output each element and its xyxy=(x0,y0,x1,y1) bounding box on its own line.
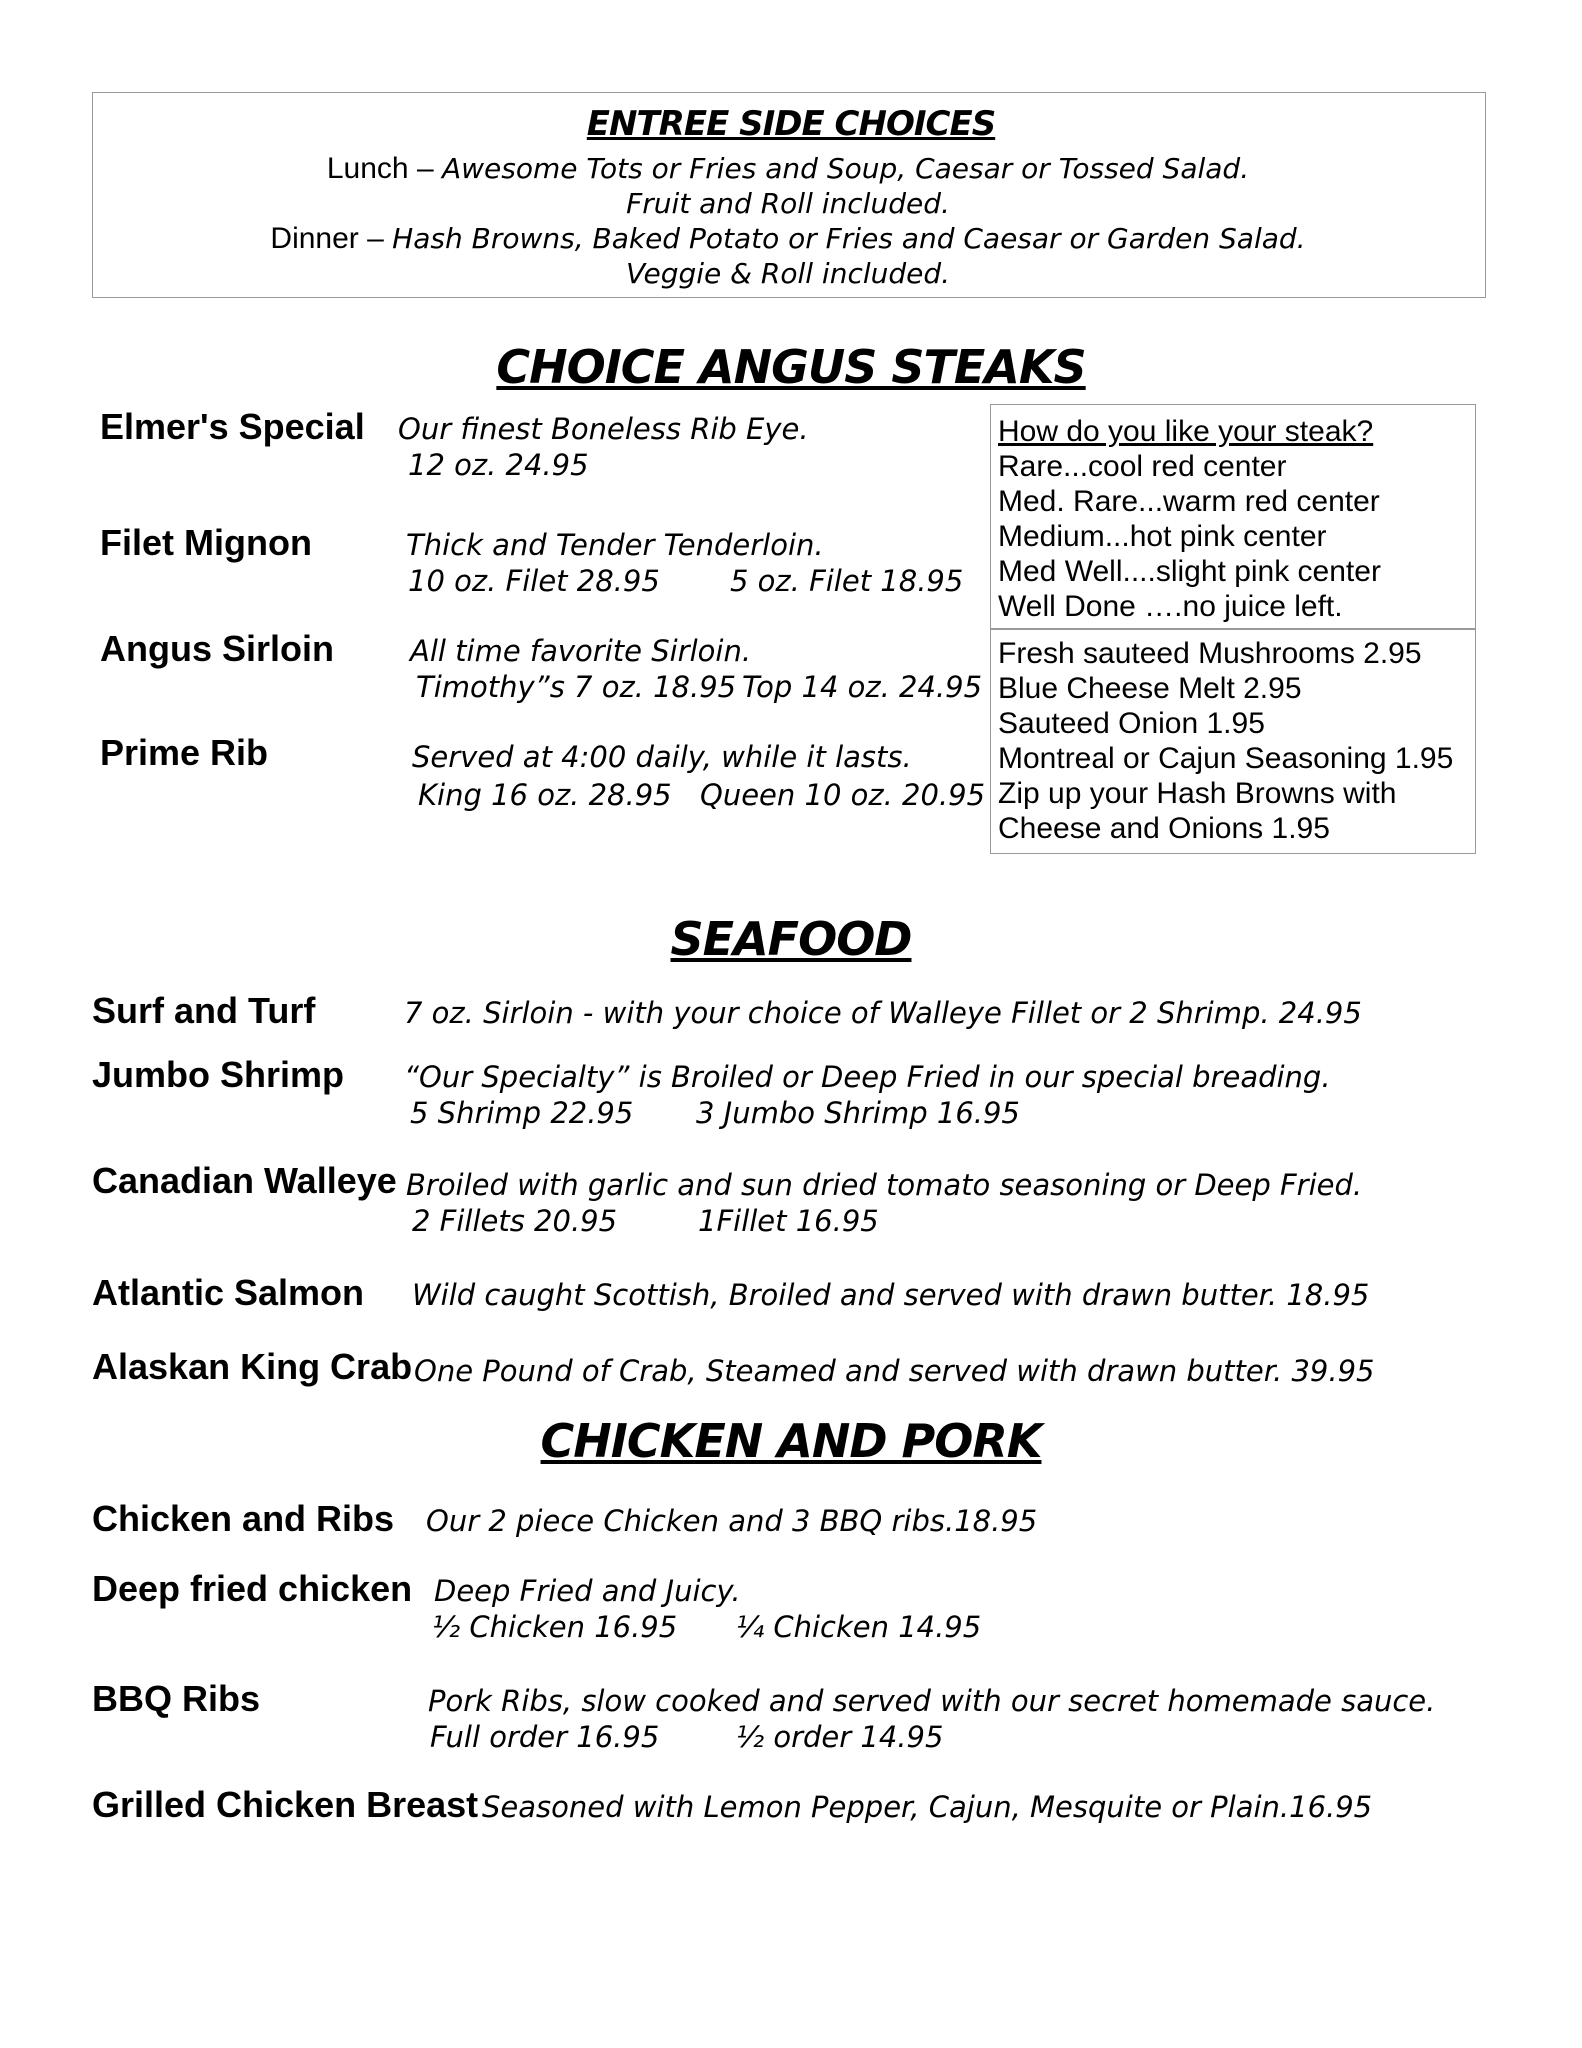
steak-desc: Our finest Boneless Rib Eye. xyxy=(398,412,809,446)
seafood-name: Alaskan King Crab xyxy=(92,1346,413,1387)
steak-name: Angus Sirloin xyxy=(100,628,334,669)
chicken-name: BBQ Ribs xyxy=(92,1678,261,1719)
chicken-desc: Pork Ribs, slow cooked and served with our secret homemade sauce. xyxy=(428,1684,1436,1718)
steak-desc: Thick and Tender Tenderloin. xyxy=(406,528,824,562)
seafood-desc: Broiled with garlic and sun dried tomato seasoning or Deep Fried. xyxy=(406,1168,1363,1202)
steak-name: Prime Rib xyxy=(100,732,269,773)
steak-desc: All time favorite Sirloin. xyxy=(410,634,752,668)
steak-price: King 16 oz. 28.95 xyxy=(418,778,672,812)
doneness-line: Well Done ….no juice left. xyxy=(998,590,1343,623)
seafood-heading: SEAFOOD xyxy=(670,912,912,966)
addon-line: Cheese and Onions 1.95 xyxy=(998,812,1330,845)
lunch-text: Awesome Tots or Fries and Soup, Caesar or Tossed Salad. xyxy=(441,152,1250,185)
seafood-desc: 7 oz. Sirloin - with your choice of Walleye Fillet or 2 Shrimp. 24.95 xyxy=(404,996,1362,1030)
seafood-price: 2 Fillets 20.95 xyxy=(412,1204,618,1238)
chicken-name: Deep fried chicken xyxy=(92,1568,413,1609)
lunch-included: Fruit and Roll included. xyxy=(626,187,950,220)
dinner-text: Hash Browns, Baked Potato or Fries and Caesar or Garden Salad. xyxy=(392,222,1306,255)
chicken-desc: Seasoned with Lemon Pepper, Cajun, Mesquite or Plain.16.95 xyxy=(482,1790,1373,1824)
steak-price: 12 oz. 24.95 xyxy=(408,448,589,482)
seafood-desc: Wild caught Scottish, Broiled and served with drawn butter. 18.95 xyxy=(412,1278,1370,1312)
chicken-price: ¼ Chicken 14.95 xyxy=(736,1610,982,1644)
seafood-desc: “Our Specialty” is Broiled or Deep Fried in our special breading. xyxy=(404,1060,1331,1094)
doneness-line: Med Well....slight pink center xyxy=(998,555,1381,588)
chicken-price: ½ Chicken 16.95 xyxy=(432,1610,678,1644)
addon-line: Zip up your Hash Browns with xyxy=(998,777,1397,810)
dinner-line xyxy=(92,221,1484,256)
chicken-price: ½ order 14.95 xyxy=(736,1720,944,1754)
seafood-desc: One Pound of Crab, Steamed and served with drawn butter. 39.95 xyxy=(414,1354,1375,1388)
chicken-name: Chicken and Ribs xyxy=(92,1498,395,1539)
steak-name: Filet Mignon xyxy=(100,522,312,563)
lunch-line xyxy=(92,151,1484,186)
seafood-price: 1Fillet 16.95 xyxy=(698,1204,879,1238)
lunch-line-2 xyxy=(92,186,1484,221)
dinner-included: Veggie & Roll included. xyxy=(625,257,951,290)
steak-name: Elmer's Special xyxy=(100,406,365,447)
lunch-label: Lunch – xyxy=(326,152,442,185)
chicken-pork-heading: CHICKEN AND PORK xyxy=(540,1414,1042,1468)
chicken-price: Full order 16.95 xyxy=(430,1720,660,1754)
steak-price: Timothy”s 7 oz. 18.95 xyxy=(416,670,737,704)
doneness-line: Medium...hot pink center xyxy=(998,520,1327,553)
seafood-name: Canadian Walleye xyxy=(92,1160,397,1201)
chicken-desc: Deep Fried and Juicy. xyxy=(434,1574,741,1608)
seafood-name: Atlantic Salmon xyxy=(92,1272,365,1313)
seafood-name: Surf and Turf xyxy=(92,990,316,1031)
doneness-title: How do you like your steak? xyxy=(998,415,1374,448)
seafood-price: 3 Jumbo Shrimp 16.95 xyxy=(696,1096,1020,1130)
steak-desc: Served at 4:00 daily, while it lasts. xyxy=(412,740,912,774)
chicken-name: Grilled Chicken Breast xyxy=(92,1784,479,1825)
steak-price: Top 14 oz. 24.95 xyxy=(742,670,983,704)
seafood-price: 5 Shrimp 22.95 xyxy=(410,1096,634,1130)
seafood-name: Jumbo Shrimp xyxy=(92,1054,345,1095)
dinner-line-2 xyxy=(92,256,1484,291)
steaks-heading: CHOICE ANGUS STEAKS xyxy=(496,340,1086,394)
doneness-line: Rare...cool red center xyxy=(998,450,1287,483)
dinner-label: Dinner – xyxy=(270,222,393,255)
chicken-desc: Our 2 piece Chicken and 3 BBQ ribs.18.95 xyxy=(426,1504,1038,1538)
addon-line: Sauteed Onion 1.95 xyxy=(998,707,1265,740)
steak-price: 10 oz. Filet 28.95 xyxy=(408,564,660,598)
steak-price: Queen 10 oz. 20.95 xyxy=(700,778,986,812)
doneness-line: Med. Rare...warm red center xyxy=(998,485,1380,518)
addon-line: Montreal or Cajun Seasoning 1.95 xyxy=(998,742,1454,775)
addon-line: Fresh sauteed Mushrooms 2.95 xyxy=(998,637,1422,670)
addon-line: Blue Cheese Melt 2.95 xyxy=(998,672,1302,705)
steak-price: 5 oz. Filet 18.95 xyxy=(730,564,964,598)
entree-side-choices-title: ENTREE SIDE CHOICES xyxy=(586,104,996,144)
